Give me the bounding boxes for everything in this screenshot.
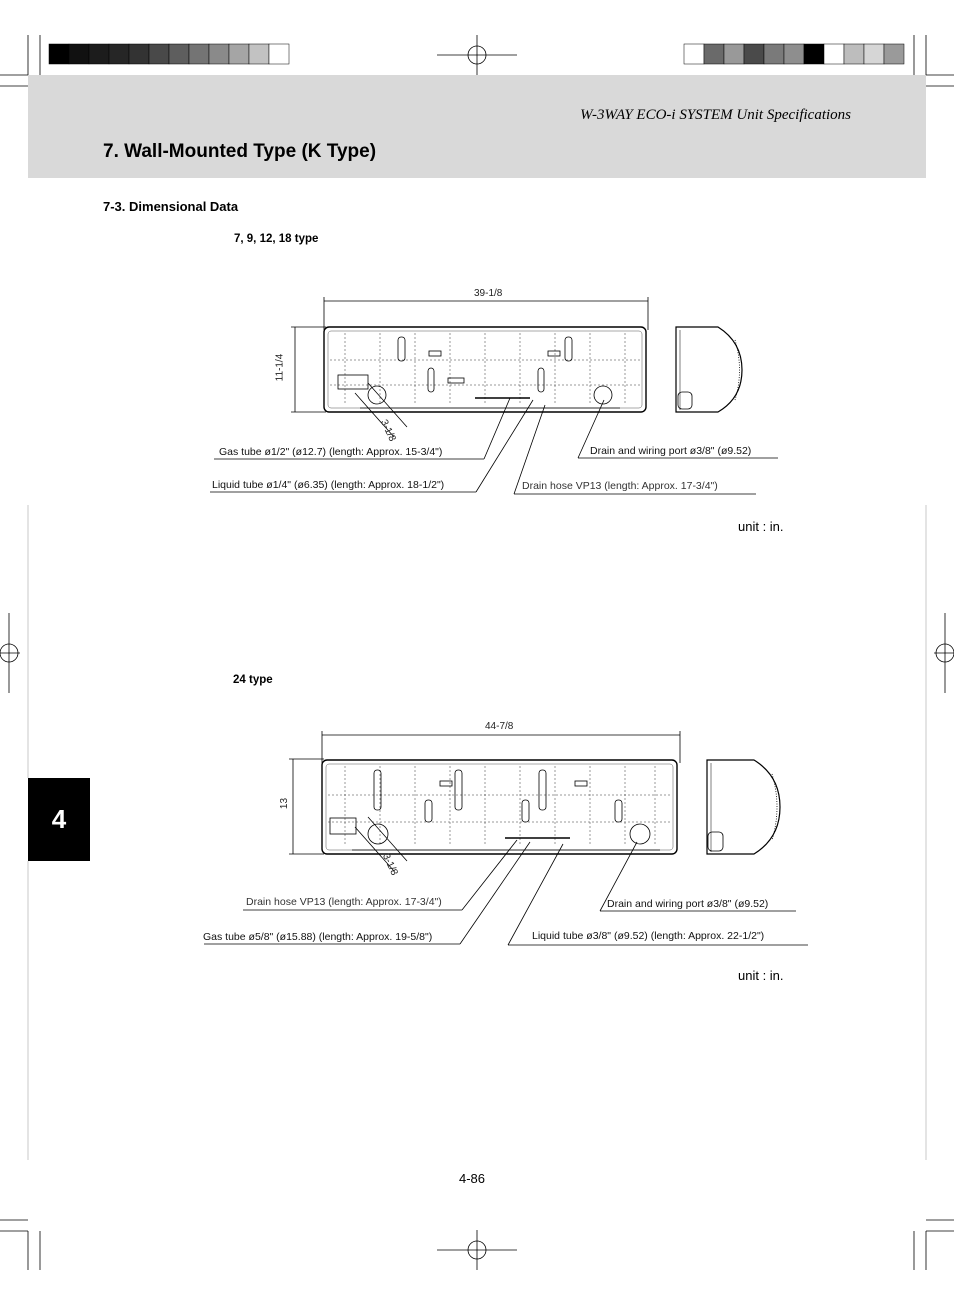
drawing1-liquid-tube-callout: Liquid tube ø1/4" (ø6.35) (length: Approx. 18-1/2") — [212, 479, 445, 491]
drawing2-liquid-tube-callout: Liquid tube ø3/8" (ø9.52) (length: Approx. 22-1/2") — [532, 930, 765, 942]
page-number: 4-86 — [459, 1171, 486, 1186]
drawing1-unit: unit : in. — [738, 519, 784, 534]
chapter-tab: 4 — [28, 778, 90, 861]
drawing1-drain-hose-callout: Drain hose VP13 (length: Approx. 17-3/4") — [522, 480, 718, 492]
drawing1-height-dim: 11-1/4 — [274, 353, 286, 382]
drawing2-height-dim: 13 — [279, 797, 291, 810]
drawing1-type-label: 7, 9, 12, 18 type — [234, 233, 319, 245]
drawing1-drain-port-callout: Drain and wiring port ø3/8" (ø9.52) — [590, 445, 752, 457]
page-title: 7. Wall-Mounted Type (K Type) — [103, 141, 377, 162]
drawing2-drain-hose-callout: Drain hose VP13 (length: Approx. 17-3/4") — [246, 896, 442, 908]
drawing2-unit: unit : in. — [738, 968, 784, 983]
drawing1-width-dim: 39-1/8 — [474, 288, 503, 299]
drawing1-gas-tube-callout: Gas tube ø1/2" (ø12.7) (length: Approx. 15-3/4") — [219, 446, 443, 458]
drawing2-drain-port-callout: Drain and wiring port ø3/8" (ø9.52) — [607, 898, 769, 910]
drawing2-depth-dim: 3-1/8 — [380, 852, 400, 878]
series-title: W-3WAY ECO-i SYSTEM Unit Specifications — [580, 107, 851, 123]
drawing2-type-label: 24 type — [233, 674, 273, 686]
drawing2-width-dim: 44-7/8 — [485, 721, 514, 732]
drawing1-depth-dim: 3-1/8 — [378, 418, 398, 444]
drawing2-gas-tube-callout: Gas tube ø5/8" (ø15.88) (length: Approx. 19-5/8") — [203, 931, 433, 943]
section-title: 7-3. Dimensional Data — [103, 199, 239, 214]
